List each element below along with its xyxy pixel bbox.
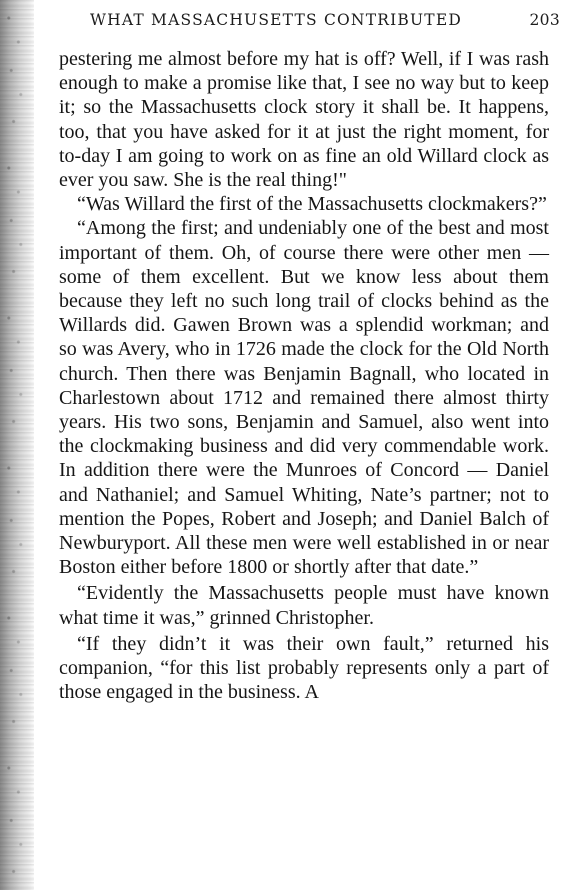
paragraph-clockmakers-list: “Among the first; and undeniably one of the best and most important of them. Oh, of course there were other men — some of them excellent. But we know less about them because they left no such long trail of clocks behind as the Willards did. Gawen Brown was a splendid workman; and so was Avery, who in 1726 made the clock for the Old North church. Then there was Benjamin Bagnall, who located in Charlestown about 1712 and remained there almost thirty years. His two sons, Benjamin and Samuel, also went into the clockmaking business and did very commendable work. In addition there were the Munroes of Concord — Daniel and Nathaniel; and Samuel Whiting, Nate’s partner; not to mention the Popes, Robert and Joseph; and Daniel Balch of Newburyport. All these men were well established in or near Boston either before 1800 or shortly after that date.” xyxy=(59,217,549,579)
paragraph-continuation: pestering me almost before my hat is off? Well, if I was rash enough to make a promise like that, I see no way but to keep it; so the Massachusetts clock story it shall be. It happens, too, that you have asked for it at just the right moment, for to-day I am going to work on as fine an old Willard clock as ever you saw. She is the real thing!" xyxy=(59,48,549,192)
paragraph-christopher-remark: “Evidently the Massachusetts people must have known what time it was,” grinned Christopher. xyxy=(59,582,549,629)
page-number: 203 xyxy=(529,11,560,29)
body-text xyxy=(59,47,549,704)
running-head-title: WHAT MASSACHUSETTS CONTRIBUTED xyxy=(90,11,462,29)
running-head xyxy=(90,11,560,33)
paragraph-companion-reply: “If they didn’t it was their own fault,” returned his companion, “for this list probably represents only a part of those engaged in the business. A xyxy=(59,632,549,704)
page-binding-texture xyxy=(4,0,28,890)
paragraph-question: “Was Willard the first of the Massachusetts clockmakers?” xyxy=(77,193,547,216)
